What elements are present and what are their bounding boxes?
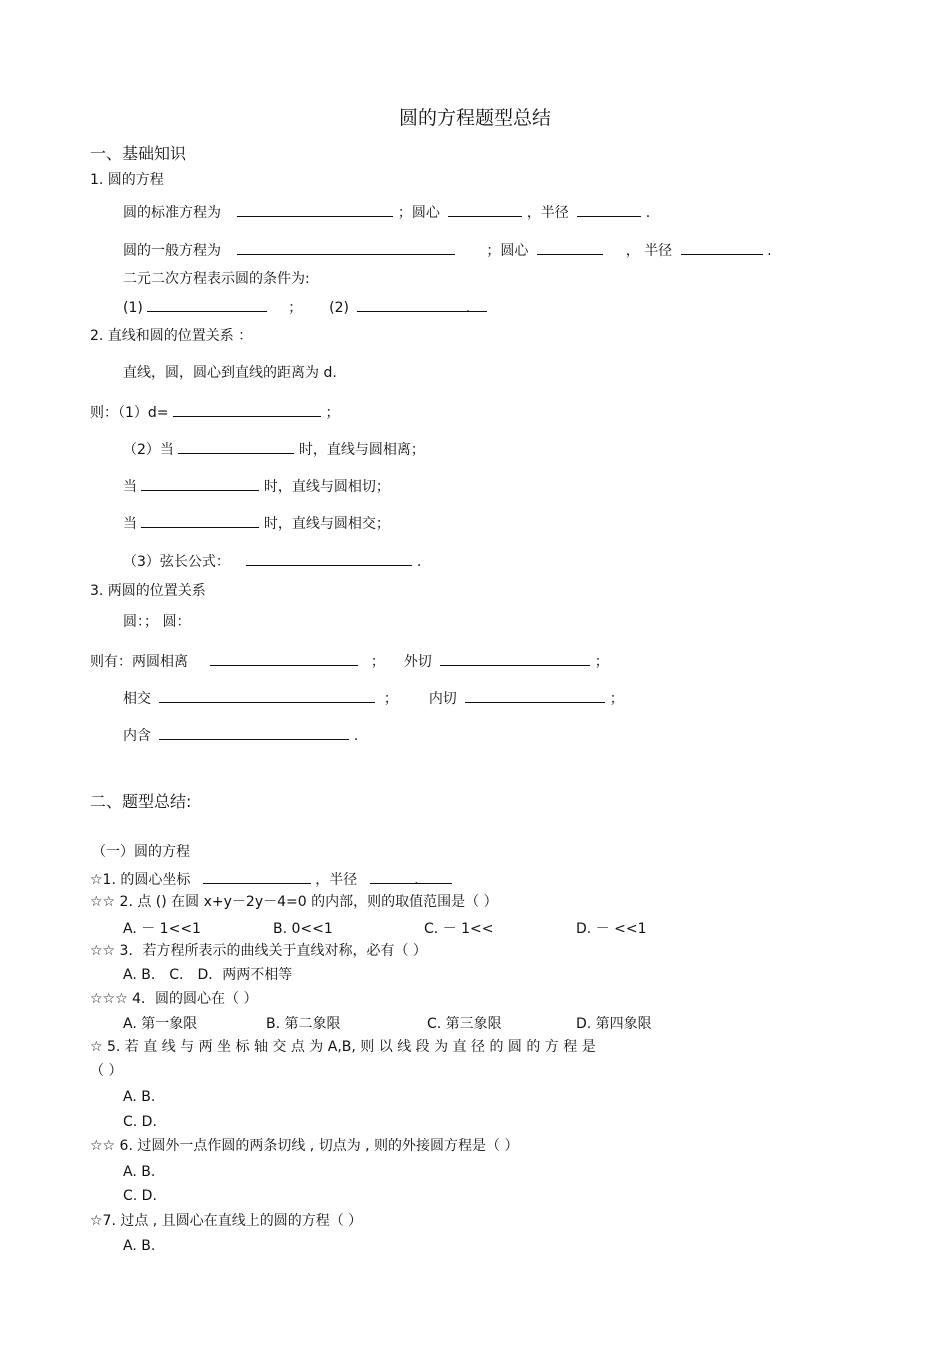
label: 则：（1）d= — [90, 405, 169, 421]
blank-line — [448, 202, 522, 217]
label: (1) — [123, 300, 143, 316]
item-heading: 2. 直线和圆的位置关系 ： — [90, 328, 253, 344]
condition-label: 二元二次方程表示圆的条件为: — [123, 271, 310, 287]
chord-row — [123, 551, 421, 571]
blank-line — [178, 439, 294, 454]
paragraph: 直线，圆，圆心到直线的距离为 d. — [123, 365, 337, 381]
blank-line — [465, 688, 605, 703]
answer-paren: （ ） — [90, 1063, 123, 1079]
option-c: C. 第三象限 — [427, 1016, 502, 1032]
label: 当 — [123, 516, 137, 532]
blank-line — [577, 202, 641, 217]
label: 当 — [123, 479, 137, 495]
question-4: ☆☆☆ 4．圆的圆心在（ ） — [90, 991, 258, 1007]
blank-line — [159, 688, 375, 703]
option-d: D. － <<1 — [576, 921, 647, 937]
sub-heading: （一）圆的方程 — [92, 844, 190, 860]
option-a: A. 第一象限 — [123, 1016, 198, 1032]
question-7: ☆7. 过点 , 且圆心在直线上的圆的方程（ ） — [90, 1213, 363, 1229]
paragraph: 圆：； 圆： — [123, 614, 191, 630]
label: . — [767, 243, 772, 259]
intersect-row — [123, 513, 390, 533]
label: . — [416, 554, 422, 570]
label: (2) — [329, 300, 349, 316]
label: ； — [325, 405, 340, 421]
label: ，半径 — [526, 205, 569, 221]
blank-line — [159, 725, 349, 740]
label: 内含 — [123, 728, 151, 744]
standard-equation-row — [123, 202, 650, 222]
options: C. D. — [123, 1188, 157, 1204]
option-b: B. 0<<1 — [273, 921, 333, 937]
label: ☆1. 的圆心坐标 — [90, 872, 191, 888]
label: ； — [594, 654, 609, 670]
option-c: C. － 1<< — [424, 921, 494, 937]
label: ；圆心 — [397, 205, 440, 221]
question-5: ☆ 5. 若 直 线 与 两 坐 标 轴 交 点 为 A,B, 则 以 线 段 为 直 径 的 圆 的 方 程 是 — [90, 1039, 596, 1055]
label: 相交 — [123, 691, 151, 707]
label: . — [353, 728, 359, 744]
blank-line — [237, 202, 393, 217]
option-a: A. － 1<<1 — [123, 921, 201, 937]
option-b: B. 第二象限 — [266, 1016, 341, 1032]
label: （3）弦长公式： — [123, 554, 230, 570]
blank-line — [681, 240, 763, 255]
blank-line — [141, 476, 259, 491]
blank-line — [246, 551, 412, 566]
question-6: ☆☆ 6. 过圆外一点作圆的两条切线 , 切点为 , 则的外接圆方程是（ ） — [90, 1138, 519, 1154]
label: ； — [288, 300, 303, 316]
blank-line — [210, 651, 358, 666]
section-heading: 二、题型总结: — [90, 792, 192, 811]
blank-line — [173, 402, 321, 417]
options: A. B. — [123, 1089, 156, 1105]
intersect-internal-row — [123, 688, 624, 708]
label: . — [645, 205, 651, 221]
label: 内切 — [428, 691, 457, 707]
label: . — [465, 300, 471, 316]
general-equation-row — [123, 240, 772, 260]
blank-line — [440, 651, 590, 666]
item-heading: 1. 圆的方程 — [90, 172, 164, 188]
condition-row — [123, 297, 470, 317]
separate-external-row — [90, 651, 609, 671]
label: . — [414, 872, 419, 888]
label: ； — [609, 691, 624, 707]
separate-row — [123, 439, 425, 459]
options: A. B. — [123, 1164, 156, 1180]
question-2: ☆☆ 2. 点 () 在圆 x+y－2y－4=0 的内部，则的取值范围是（ ） — [90, 894, 498, 910]
page-title: 圆的方程题型总结 — [398, 107, 551, 129]
options: C. D. — [123, 1114, 157, 1130]
label: 时，直线与圆相交； — [263, 516, 390, 532]
label: ；圆心 — [486, 243, 529, 259]
blank-line — [537, 240, 603, 255]
label: ， 半径 — [625, 243, 673, 259]
label: ； — [370, 654, 385, 670]
item-heading: 3. 两圆的位置关系 — [90, 583, 206, 599]
label: ； — [383, 691, 398, 707]
blank-line — [147, 297, 267, 312]
label: 时，直线与圆相切； — [263, 479, 390, 495]
label: 则有：两圆相离 — [90, 654, 188, 670]
contain-row — [123, 725, 358, 745]
label: 圆的标准方程为 — [123, 205, 221, 221]
blank-line — [141, 513, 259, 528]
label: ，半径 — [315, 872, 358, 888]
label: 时，直线与圆相离； — [298, 442, 425, 458]
section-heading: 一、基础知识 — [90, 144, 187, 163]
options: A. B. — [123, 1238, 156, 1254]
label: 外切 — [403, 654, 432, 670]
label: （2）当 — [123, 442, 174, 458]
question-1 — [90, 869, 419, 889]
label: 圆的一般方程为 — [123, 243, 221, 259]
option-d: D. 第四象限 — [576, 1016, 652, 1032]
distance-row — [90, 402, 339, 422]
blank-line — [370, 869, 452, 884]
question-3: ☆☆ 3．若方程所表示的曲线关于直线对称，必有（ ） — [90, 943, 427, 959]
options: A. B． C． D．两两不相等 — [123, 967, 293, 983]
tangent-row — [123, 476, 390, 496]
blank-line — [203, 869, 311, 884]
blank-line — [237, 240, 455, 255]
